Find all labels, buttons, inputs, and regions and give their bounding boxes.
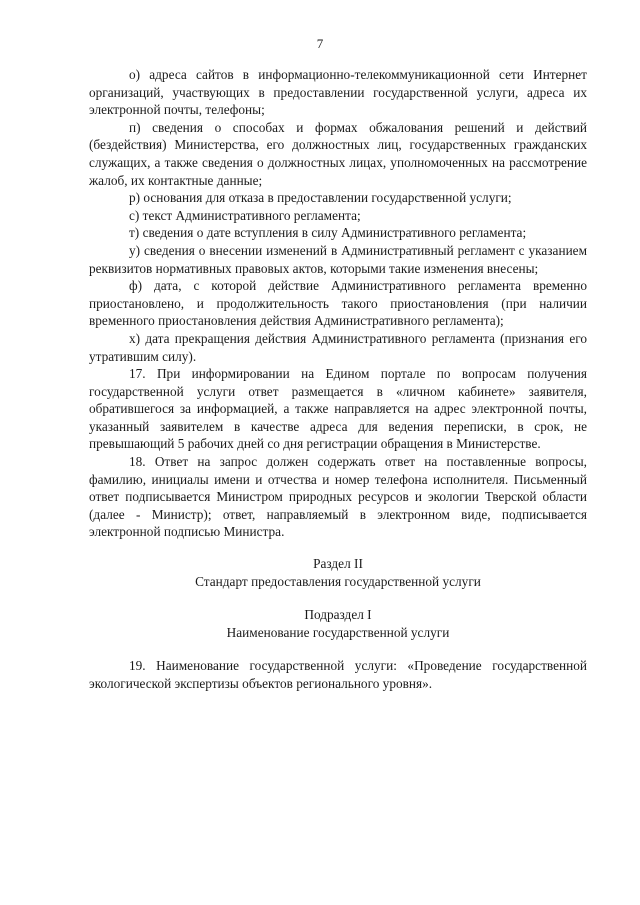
paragraph-item-u: у) сведения о внесении изменений в Административный регламент с указанием реквизитов нормативных правовых актов, которыми такие изменения внесены;	[89, 242, 587, 276]
paragraph-item-p: п) сведения о способах и формах обжалования решений и действий (бездействия) Министерства, его должностных лиц, государственных гражданских служащих, а также сведения о должностных лицах, уполномоченных на рассмотрение жалоб, их контактные данные;	[89, 119, 587, 188]
paragraph-item-f: ф) дата, с которой действие Административного регламента временно приостановлено, и продолжительность такого приостановления (при наличии временного приостановления действия Административного регламента);	[89, 278, 587, 329]
spacer	[89, 641, 587, 657]
section-label: Раздел II	[313, 556, 363, 572]
paragraph-18: 18. Ответ на запрос должен содержать ответ на поставленные вопросы, фамилию, инициалы имени и отчества и номер телефона исполнителя. Письменный ответ подписывается Министром природных ресурсов и экологии Тверской области (далее - Министр); ответ, направляемый в электронном виде, подписывается электронной подписью Министра.	[89, 454, 587, 540]
subsection-title: Наименование государственной услуги	[226, 624, 450, 640]
document-body	[89, 66, 587, 693]
paragraph-item-t: т) сведения о дате вступления в силу Административного регламента;	[129, 225, 527, 241]
subsection-label: Подраздел I	[304, 607, 372, 623]
subsection-heading	[89, 606, 587, 641]
spacer	[89, 541, 587, 555]
section-title: Стандарт предоставления государственной услуги	[195, 573, 481, 589]
spacer	[89, 590, 587, 606]
paragraph-19: 19. Наименование государственной услуги: «Проведение государственной экологической экспертизы объектов регионального уровня».	[89, 658, 587, 691]
paragraph-item-s: с) текст Административного регламента;	[129, 207, 361, 223]
paragraph-17: 17. При информировании на Едином портале по вопросам получения государственной услуги ответ размещается в «личном кабинете» заявителя, обратившегося за информацией, а также направляется на адрес электронной почты, указанный заявителем в качестве адреса для ведения переписки, в срок, не превышающий 5 рабочих дней со дня регистрации обращения в Министерстве.	[89, 366, 587, 452]
page-number: 7	[316, 36, 324, 51]
paragraph-item-o: о) адреса сайтов в информационно-телекоммуникационной сети Интернет организаций, участвующих в предоставлении государственной услуги, адреса их электронной почты, телефоны;	[89, 67, 587, 118]
paragraph-item-r: р) основания для отказа в предоставлении государственной услуги;	[129, 190, 512, 206]
section-heading	[89, 555, 587, 590]
paragraph-item-h: х) дата прекращения действия Административного регламента (признания его утратившим силу).	[89, 330, 587, 364]
